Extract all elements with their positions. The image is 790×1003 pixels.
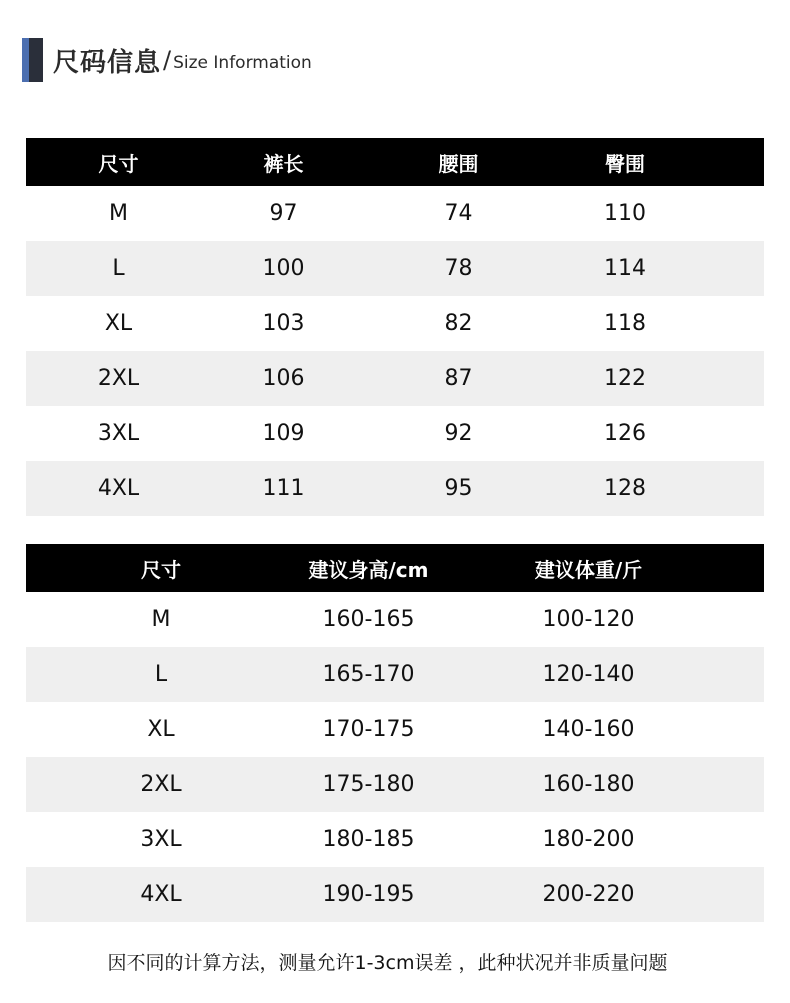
section-header [22,38,312,82]
table-cell: L [26,241,211,296]
table-cell: 103 [262,311,305,336]
table-cell: 190-195 [296,867,441,922]
table-cell: 4XL [26,461,211,516]
table-cell: 82 [444,311,473,336]
table-row [26,461,764,516]
table-cell: 120-140 [441,647,736,702]
column-header: 建议身高/cm [296,544,441,592]
table-cell: 110 [604,201,646,226]
table-cell: 92 [444,421,473,446]
table-row [26,241,764,296]
table-row [26,296,764,351]
table-cell: 126 [604,421,646,446]
table-cell-spacer [736,757,764,812]
column-header-spacer [689,138,764,186]
table-row [26,867,764,922]
disclaimer-note: 因不同的计算方法，测量允许1-3cm误差 ，此种状况并非质量问题 [107,952,668,974]
section-title-en: Size Information [173,53,312,73]
table-row [26,812,764,867]
table-cell-spacer [689,406,764,461]
table-cell: 87 [356,351,561,406]
table-row [26,592,764,647]
column-header: 臀围 [561,138,689,186]
table-cell: M [151,607,171,632]
table-cell: 97 [269,201,298,226]
section-title-cn: 尺码信息 [53,47,162,78]
table-cell: L [26,647,296,702]
column-header: 尺寸 [26,544,296,592]
table-cell: XL [104,311,133,336]
table-cell: M [109,201,128,226]
table-cell-spacer [689,186,764,241]
table-cell: 160-165 [322,607,415,632]
table-header-row [26,138,764,186]
title-separator: / [163,46,172,74]
table-row [26,702,764,757]
table-cell: 2XL [26,757,296,812]
table-row [26,757,764,812]
recommendation-table [26,544,764,922]
table-cell: 2XL [26,351,211,406]
table-cell: 95 [356,461,561,516]
table-cell: 165-170 [296,647,441,702]
column-header: 建议体重/斤 [441,544,736,592]
table-row [26,351,764,406]
table-row [26,406,764,461]
table-cell: 78 [356,241,561,296]
table-cell-spacer [736,867,764,922]
table-cell: 74 [444,201,473,226]
table-cell: 118 [604,311,646,336]
table-cell-spacer [689,351,764,406]
table-cell: 122 [561,351,689,406]
table-cell: 175-180 [296,757,441,812]
table-cell-spacer [689,461,764,516]
table-cell: 4XL [26,867,296,922]
table-cell: 200-220 [441,867,736,922]
column-header: 尺寸 [26,138,211,186]
table-cell-spacer [689,296,764,351]
column-header-spacer [736,544,764,592]
accent-bar-dark [29,38,43,82]
table-cell: 160-180 [441,757,736,812]
table-cell: 170-175 [322,717,415,742]
table-cell: 140-160 [542,717,635,742]
table-cell: 3XL [97,421,140,446]
table-cell-spacer [736,592,764,647]
table-cell: 111 [211,461,356,516]
table-cell: 100-120 [542,607,635,632]
table-cell-spacer [736,647,764,702]
table-cell: 109 [262,421,305,446]
table-cell: 3XL [140,827,182,852]
column-header: 裤长 [211,138,356,186]
measurement-table [26,138,764,516]
table-cell: 100 [211,241,356,296]
table-cell: 128 [561,461,689,516]
table-cell: 180-200 [542,827,635,852]
table-row [26,647,764,702]
table-cell-spacer [736,702,764,757]
table-cell: XL [147,717,175,742]
table-cell-spacer [736,812,764,867]
table-cell: 180-185 [322,827,415,852]
accent-bar-blue [22,38,29,82]
table-cell: 106 [211,351,356,406]
table-cell-spacer [689,241,764,296]
table-row [26,186,764,241]
table-header-row [26,544,764,592]
column-header: 腰围 [356,138,561,186]
table-cell: 114 [561,241,689,296]
